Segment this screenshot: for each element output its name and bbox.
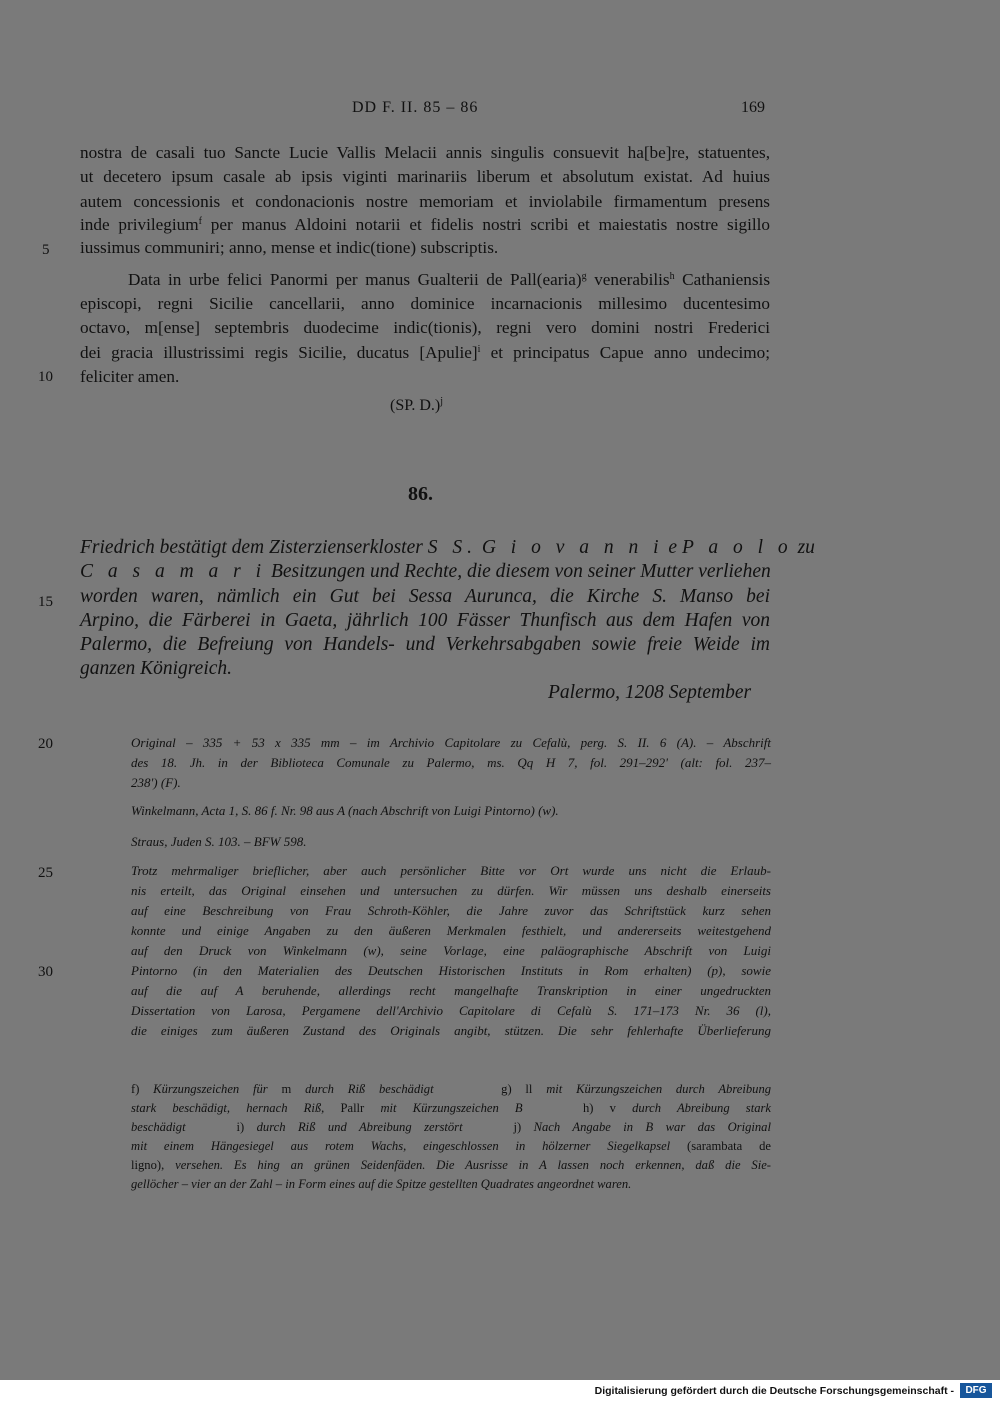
page-number: 169 (741, 99, 765, 116)
seal-note: (SP. D.)$^j$ (390, 396, 444, 414)
text-line: iussimus communiri; anno, mense et indic(tione) subscriptis. (80, 238, 499, 257)
apparatus-line: konnte und einige Angaben zu den äußeren Merkmalen festhielt, und andererseits weitestgehend (131, 923, 771, 938)
regest-line: worden waren, nämlich ein Gut bei Sessa Aurunca, die Kirche S. Manso bei (80, 586, 770, 607)
text-line: ut decetero ipsum casale ab ipsis viginti marinariis liberum et absolutum existat. Ad huius (80, 167, 770, 186)
line-number: 15 (38, 594, 53, 610)
regest-line: C a s a m a r i Besitzungen und Rechte, die diesem von seiner Mutter verliehen (80, 561, 771, 582)
footnote-marker[interactable]: f (198, 216, 202, 227)
footnote-line: beschädigt i) durch Riß und Abreibung zerstört j) Nach Angabe in B war das Original (131, 1120, 771, 1134)
regest-line: Palermo, die Befreiung von Handels- und Verkehrsabgaben sowie freie Weide im (80, 634, 770, 655)
footnote-g: g) (501, 1082, 512, 1096)
line-number: 10 (38, 369, 53, 385)
text-line: dei gracia illustrissimi regis Sicilie, ducatus [Apulie]$^i$ et principatus Capue anno undecimo; (80, 343, 770, 362)
funding-credit: Digitalisierung gefördert durch die Deutsche Forschungsgemeinschaft - (594, 1385, 954, 1397)
apparatus-line: Original – 335 + 53 x 335 mm – im Archivio Capitolare zu Cefalù, perg. S. II. 6 (A). – Abschrift (131, 735, 771, 750)
footnote-marker[interactable]: g (581, 271, 587, 282)
line-number: 20 (38, 736, 53, 752)
footnote-f: f) (131, 1082, 140, 1096)
apparatus-line: auf eine Beschreibung von Frau Schroth-Köhler, die Jahre zuvor das Schriftstück kurz sehen (131, 903, 771, 918)
document-number: 86. (408, 483, 433, 505)
apparatus-line: auf den Druck von Winkelmann (w), seine Vorlage, eine paläographische Abschrift von Luigi (131, 943, 771, 958)
apparatus-line: die einiges zum äußeren Zustand des Originals angibt, stützen. Die sehr fehlerhafte Überlieferung (131, 1023, 771, 1038)
apparatus-line: des 18. Jh. in der Biblioteca Comunale zu Palermo, ms. Qq H 7, fol. 291–292' (alt: fol. 237– (131, 755, 771, 770)
footnote-line: mit einem Hängesiegel aus rotem Wachs, eingeschlossen in hölzerner Siegelkapsel (sarambata de (131, 1139, 771, 1153)
footnote-line: ligno), versehen. Es hing an grünen Seidenfäden. Die Ausrisse in A lassen noch erkennen, daß die Sie- (131, 1158, 771, 1172)
text-line: episcopi, regni Sicilie cancellarii, anno dominice incarnacionis millesimo ducentesimo (80, 294, 770, 313)
apparatus-line: Trotz mehrmaliger brieflicher, aber auch persönlicher Bitte vor Ort wurde uns nicht die Erlaub- (131, 863, 771, 878)
place-and-date: Palermo, 1208 September (548, 682, 752, 703)
footnote-line: gellöcher – vier an der Zahl – in Form eines auf die Spitze gestellten Quadrates angeordnet waren. (131, 1177, 632, 1191)
apparatus-line: Winkelmann, Acta 1, S. 86 f. Nr. 98 aus A (nach Abschrift von Luigi Pintorno) (w). (131, 803, 559, 818)
footnote-h: h) (582, 1101, 594, 1115)
dfg-logo[interactable]: DFG (960, 1383, 992, 1398)
regest-line: Arpino, die Färberei in Gaeta, jährlich 100 Fässer Thunfisch aus dem Hafen von (80, 610, 770, 631)
apparatus-line: auf die auf A beruhende, allerdings recht mangelhafte Transkription in einer ungedruckten (131, 983, 771, 998)
apparatus-line: Dissertation von Larosa, Pergamene dell'Archivio Capitolare di Cefalù S. 171–173 Nr. 36 (l), (131, 1003, 771, 1018)
footnote-line: stark beschädigt, hernach Riß, Pallr mit Kürzungszeichen B h) v durch Abreibung stark (131, 1101, 771, 1115)
apparatus-line: Pintorno (in den Materialien des Deutschen Historischen Instituts in Rom erhalten) (p), sowie (131, 963, 771, 978)
text-line: feliciter amen. (80, 367, 180, 386)
footnote-line: f) Kürzungszeichen für m durch Riß beschädigt g) ll mit Kürzungszeichen durch Abreibung (131, 1082, 772, 1096)
text-line: Data in urbe felici Panormi per manus Gualterii de Pall(earia)$^g$ venerabilis$^h$ Cathaniensis (128, 270, 771, 289)
apparatus-line: Straus, Juden S. 103. – BFW 598. (131, 834, 307, 849)
apparatus-line: 238') (F). (131, 775, 181, 790)
apparatus-line: nis erteilt, das Original einsehen und untersuchen zu dürfen. Wir müssen uns deshalb einerseits (131, 883, 771, 898)
text-line: inde privilegium$^f$ per manus Aldoini notarii et fidelis nostri scribi et maiestatis nostre sigillo (80, 215, 770, 234)
footer-bar (0, 1380, 1000, 1402)
text-line: autem concessionis et condonacionis nostre memoriam et inviolabile firmamentum presens (80, 192, 770, 211)
text-line: octavo, m[ense] septembris duodecime indic(tionis), regni vero domini nostri Frederici (80, 318, 770, 337)
line-number: 5 (42, 242, 50, 258)
footnote-i: i) (236, 1120, 245, 1134)
regest-line: Friedrich bestätigt dem Zisterzienserkloster S S. G i o v a n n i e P a o l o zu (80, 537, 815, 558)
footnote-marker[interactable]: j (440, 396, 444, 407)
line-number: 25 (38, 865, 53, 881)
running-header: DD F. II. 85 – 86 (352, 99, 479, 116)
footnote-marker[interactable]: i (477, 344, 481, 355)
text-line: nostra de casali tuo Sancte Lucie Vallis Melacii annis singulis consuevit ha[be]re, statuentes, (80, 143, 770, 162)
line-number: 30 (38, 964, 53, 980)
regest-line: ganzen Königreich. (80, 658, 233, 679)
footnote-j: j) (513, 1120, 522, 1134)
footnote-marker[interactable]: h (669, 271, 675, 282)
